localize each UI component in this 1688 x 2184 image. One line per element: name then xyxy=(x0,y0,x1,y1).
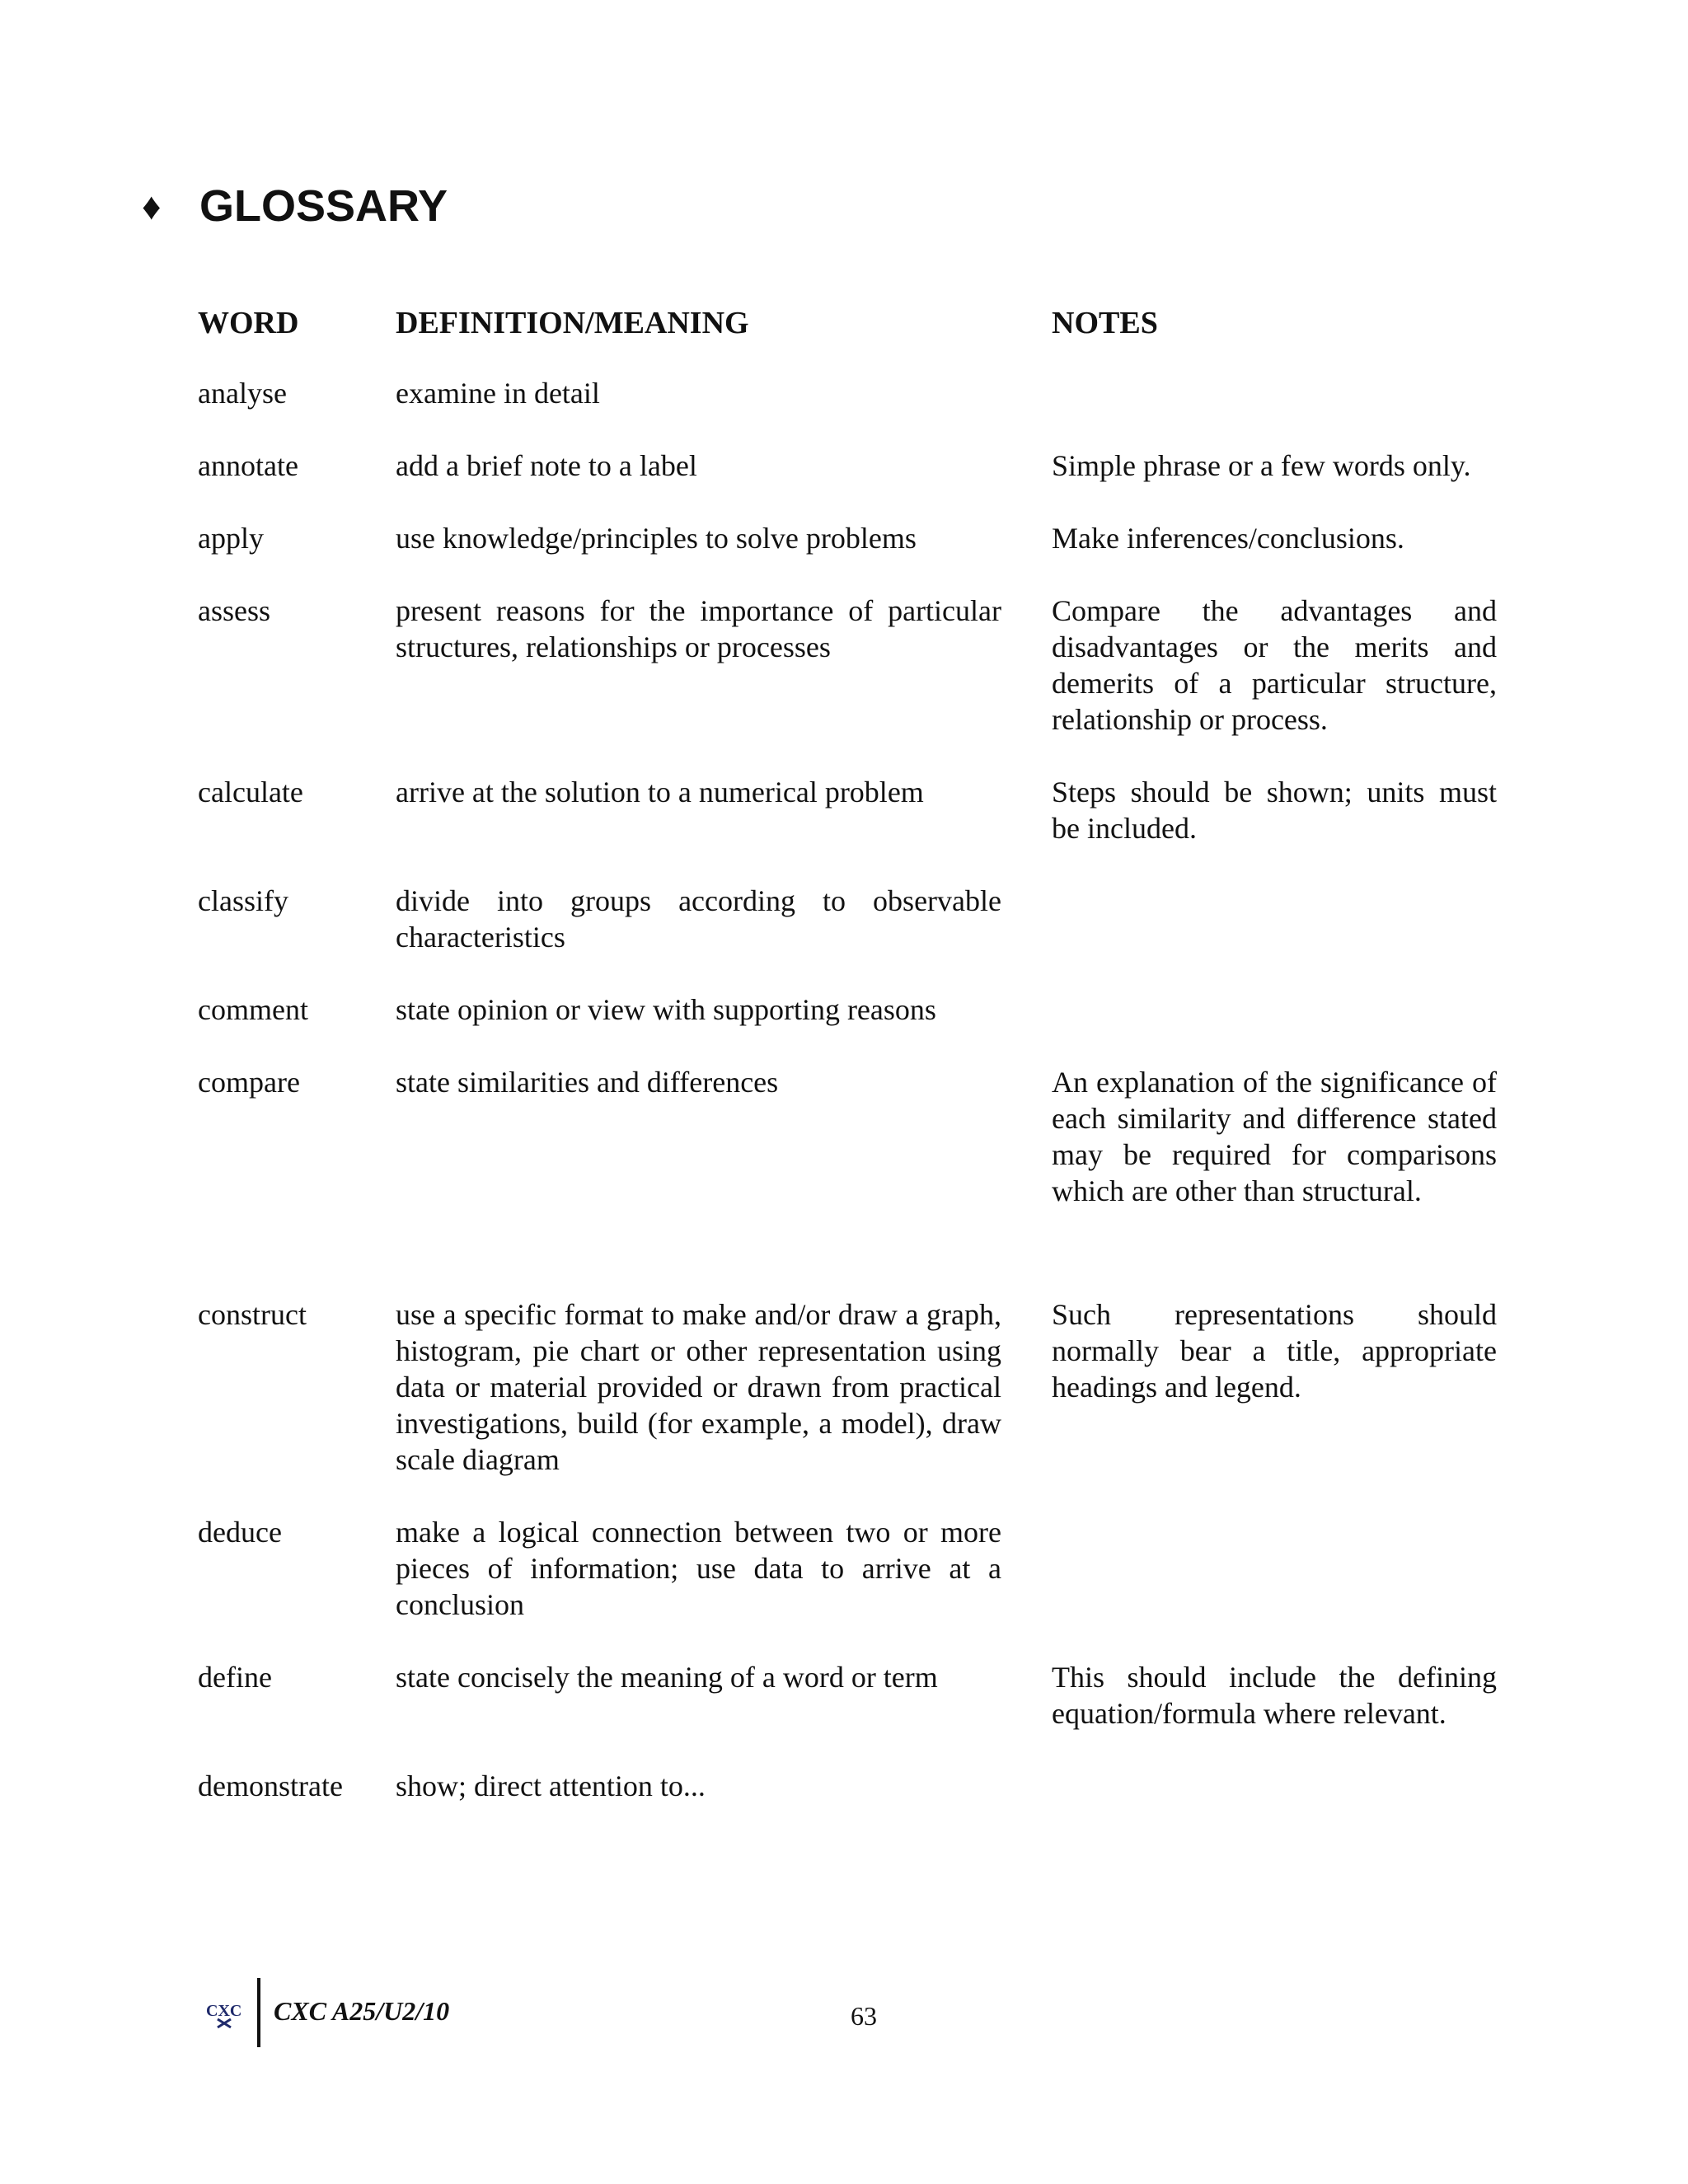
table-row xyxy=(0,1768,1688,1840)
glossary-word: annotate xyxy=(198,449,298,482)
logo-text: CXC xyxy=(206,2002,242,2020)
table-row xyxy=(0,774,1688,883)
glossary-notes: Simple phrase or a few words only. xyxy=(1052,449,1471,482)
glossary-word: calculate xyxy=(198,776,303,808)
glossary-word: classify xyxy=(198,884,288,917)
page-footer xyxy=(0,1978,1688,2052)
glossary-definition: arrive at the solution to a numerical problem xyxy=(396,776,924,808)
glossary-word: deduce xyxy=(198,1516,282,1549)
cxc-logo-icon xyxy=(206,1998,252,2031)
glossary-table xyxy=(0,375,1688,1840)
glossary-definition: use knowledge/principles to solve problems xyxy=(396,522,917,555)
glossary-definition: add a brief note to a label xyxy=(396,449,697,482)
diamond-bullet-icon: ♦ xyxy=(142,185,162,227)
glossary-notes: Such representations should normally bear a title, appropriate headings and legend. xyxy=(1052,1298,1497,1404)
table-row xyxy=(0,1514,1688,1659)
glossary-definition: state concisely the meaning of a word or term xyxy=(396,1661,938,1694)
glossary-word: demonstrate xyxy=(198,1769,343,1802)
glossary-definition: examine in detail xyxy=(396,377,600,410)
glossary-word: construct xyxy=(198,1298,307,1331)
table-row xyxy=(0,1064,1688,1296)
glossary-column-headers xyxy=(0,305,1688,346)
glossary-definition: state similarities and differences xyxy=(396,1066,779,1099)
page-title: GLOSSARY xyxy=(199,181,448,231)
table-row xyxy=(0,1659,1688,1768)
footer-divider xyxy=(257,1978,260,2047)
table-row xyxy=(0,520,1688,593)
table-row xyxy=(0,991,1688,1064)
glossary-notes: This should include the defining equation/formula where relevant. xyxy=(1052,1661,1497,1730)
table-row xyxy=(0,883,1688,991)
column-header-notes: NOTES xyxy=(1052,306,1158,340)
glossary-word: compare xyxy=(198,1066,300,1099)
glossary-notes: An explanation of the significance of each similarity and difference stated may be required for comparisons which are other than structural. xyxy=(1052,1066,1497,1207)
glossary-word: apply xyxy=(198,522,264,555)
glossary-definition: divide into groups according to observable characteristics xyxy=(396,884,1001,954)
glossary-notes: Make inferences/conclusions. xyxy=(1052,522,1404,555)
glossary-definition: present reasons for the importance of particular structures, relationships or processes xyxy=(396,594,1001,663)
page-number: 63 xyxy=(851,2001,877,2031)
column-header-definition: DEFINITION/MEANING xyxy=(396,306,749,340)
table-row xyxy=(0,448,1688,520)
glossary-word: define xyxy=(198,1661,272,1694)
glossary-notes: Steps should be shown; units must be included. xyxy=(1052,776,1497,845)
glossary-definition: make a logical connection between two or more pieces of information; use data to arrive at a conclusion xyxy=(396,1516,1001,1621)
page-heading xyxy=(142,180,448,232)
table-row xyxy=(0,375,1688,448)
glossary-definition: use a specific format to make and/or draw a graph, histogram, pie chart or other representation using data or material provided or drawn from practical investigations, build (for example, a model), draw scale diagram xyxy=(396,1298,1001,1476)
glossary-word: analyse xyxy=(198,377,287,410)
glossary-definition: show; direct attention to... xyxy=(396,1769,706,1802)
glossary-definition: state opinion or view with supporting reasons xyxy=(396,993,936,1026)
document-code: CXC A25/U2/10 xyxy=(274,1996,450,2026)
cxc-logo-graphic xyxy=(206,1998,252,2031)
table-row xyxy=(0,1296,1688,1514)
glossary-word: assess xyxy=(198,594,270,627)
glossary-word: comment xyxy=(198,993,308,1026)
table-row xyxy=(0,593,1688,774)
glossary-notes: Compare the advantages and disadvantages or the merits and demerits of a particular structure, relationship or process. xyxy=(1052,594,1497,736)
column-header-word: WORD xyxy=(198,306,299,340)
